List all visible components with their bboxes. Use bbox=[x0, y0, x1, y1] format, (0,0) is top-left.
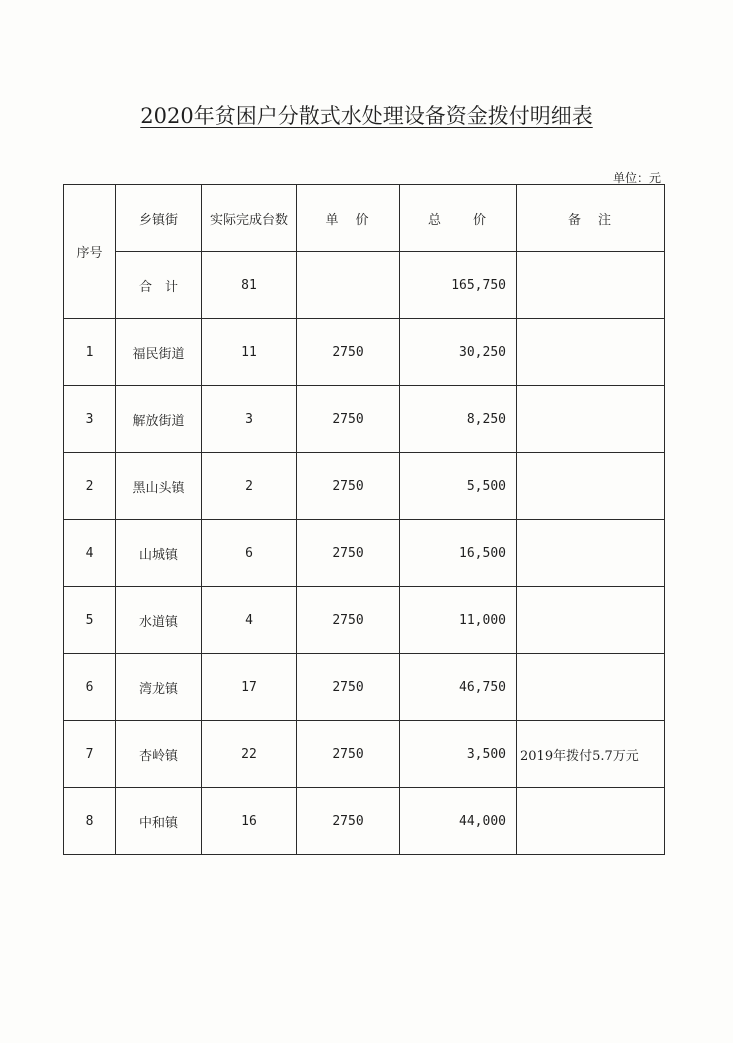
row-total: 8,250 bbox=[400, 386, 517, 453]
unit-label: 单位：元 bbox=[612, 171, 661, 185]
header-price: 单 价 bbox=[297, 185, 400, 252]
row-total: 30,250 bbox=[400, 319, 517, 386]
row-seq: 2 bbox=[64, 453, 116, 520]
table-row bbox=[64, 788, 665, 855]
row-note bbox=[517, 453, 665, 520]
row-seq: 7 bbox=[64, 721, 116, 788]
row-price: 2750 bbox=[297, 386, 400, 453]
table-row bbox=[64, 654, 665, 721]
summary-label: 合 计 bbox=[116, 252, 202, 319]
row-seq: 3 bbox=[64, 386, 116, 453]
row-price: 2750 bbox=[297, 788, 400, 855]
row-seq: 8 bbox=[64, 788, 116, 855]
row-count: 3 bbox=[202, 386, 297, 453]
row-price: 2750 bbox=[297, 319, 400, 386]
row-price: 2750 bbox=[297, 654, 400, 721]
row-total: 44,000 bbox=[400, 788, 517, 855]
row-town: 杏岭镇 bbox=[116, 721, 202, 788]
row-town: 黑山头镇 bbox=[116, 453, 202, 520]
header-note: 备 注 bbox=[517, 185, 665, 252]
row-price: 2750 bbox=[297, 520, 400, 587]
table-body bbox=[64, 319, 665, 855]
row-note bbox=[517, 654, 665, 721]
table-row bbox=[64, 386, 665, 453]
row-note bbox=[517, 520, 665, 587]
row-count: 11 bbox=[202, 319, 297, 386]
row-town: 水道镇 bbox=[116, 587, 202, 654]
summary-price bbox=[297, 252, 400, 319]
row-seq: 6 bbox=[64, 654, 116, 721]
row-note: 2019年拨付5.7万元 bbox=[517, 721, 665, 788]
row-count: 16 bbox=[202, 788, 297, 855]
row-seq: 5 bbox=[64, 587, 116, 654]
row-seq: 4 bbox=[64, 520, 116, 587]
allocation-table bbox=[63, 184, 665, 855]
summary-count: 81 bbox=[202, 252, 297, 319]
row-town: 福民街道 bbox=[116, 319, 202, 386]
table-row bbox=[64, 721, 665, 788]
row-seq: 1 bbox=[64, 319, 116, 386]
row-town: 湾龙镇 bbox=[116, 654, 202, 721]
header-town: 乡镇街 bbox=[116, 185, 202, 252]
row-count: 4 bbox=[202, 587, 297, 654]
row-price: 2750 bbox=[297, 721, 400, 788]
row-note bbox=[517, 319, 665, 386]
row-town: 解放街道 bbox=[116, 386, 202, 453]
row-total: 46,750 bbox=[400, 654, 517, 721]
summary-total: 165,750 bbox=[400, 252, 517, 319]
row-town: 中和镇 bbox=[116, 788, 202, 855]
summary-note bbox=[517, 252, 665, 319]
header-total: 总 价 bbox=[400, 185, 517, 252]
header-count: 实际完成台数 bbox=[202, 185, 297, 252]
row-count: 2 bbox=[202, 453, 297, 520]
table-row bbox=[64, 520, 665, 587]
title-text: 2020年贫困户分散式水处理设备资金拨付明细表 bbox=[140, 104, 593, 128]
row-total: 11,000 bbox=[400, 587, 517, 654]
row-count: 22 bbox=[202, 721, 297, 788]
row-price: 2750 bbox=[297, 587, 400, 654]
row-note bbox=[517, 788, 665, 855]
summary-row bbox=[64, 252, 665, 319]
table-row bbox=[64, 587, 665, 654]
row-note bbox=[517, 587, 665, 654]
table-row bbox=[64, 319, 665, 386]
row-total: 3,500 bbox=[400, 721, 517, 788]
row-count: 17 bbox=[202, 654, 297, 721]
table-row bbox=[64, 453, 665, 520]
row-count: 6 bbox=[202, 520, 297, 587]
row-town: 山城镇 bbox=[116, 520, 202, 587]
row-note bbox=[517, 386, 665, 453]
header-row bbox=[64, 185, 665, 252]
row-price: 2750 bbox=[297, 453, 400, 520]
header-seq: 序号 bbox=[64, 185, 116, 319]
row-total: 16,500 bbox=[400, 520, 517, 587]
row-total: 5,500 bbox=[400, 453, 517, 520]
document-title bbox=[0, 100, 733, 130]
